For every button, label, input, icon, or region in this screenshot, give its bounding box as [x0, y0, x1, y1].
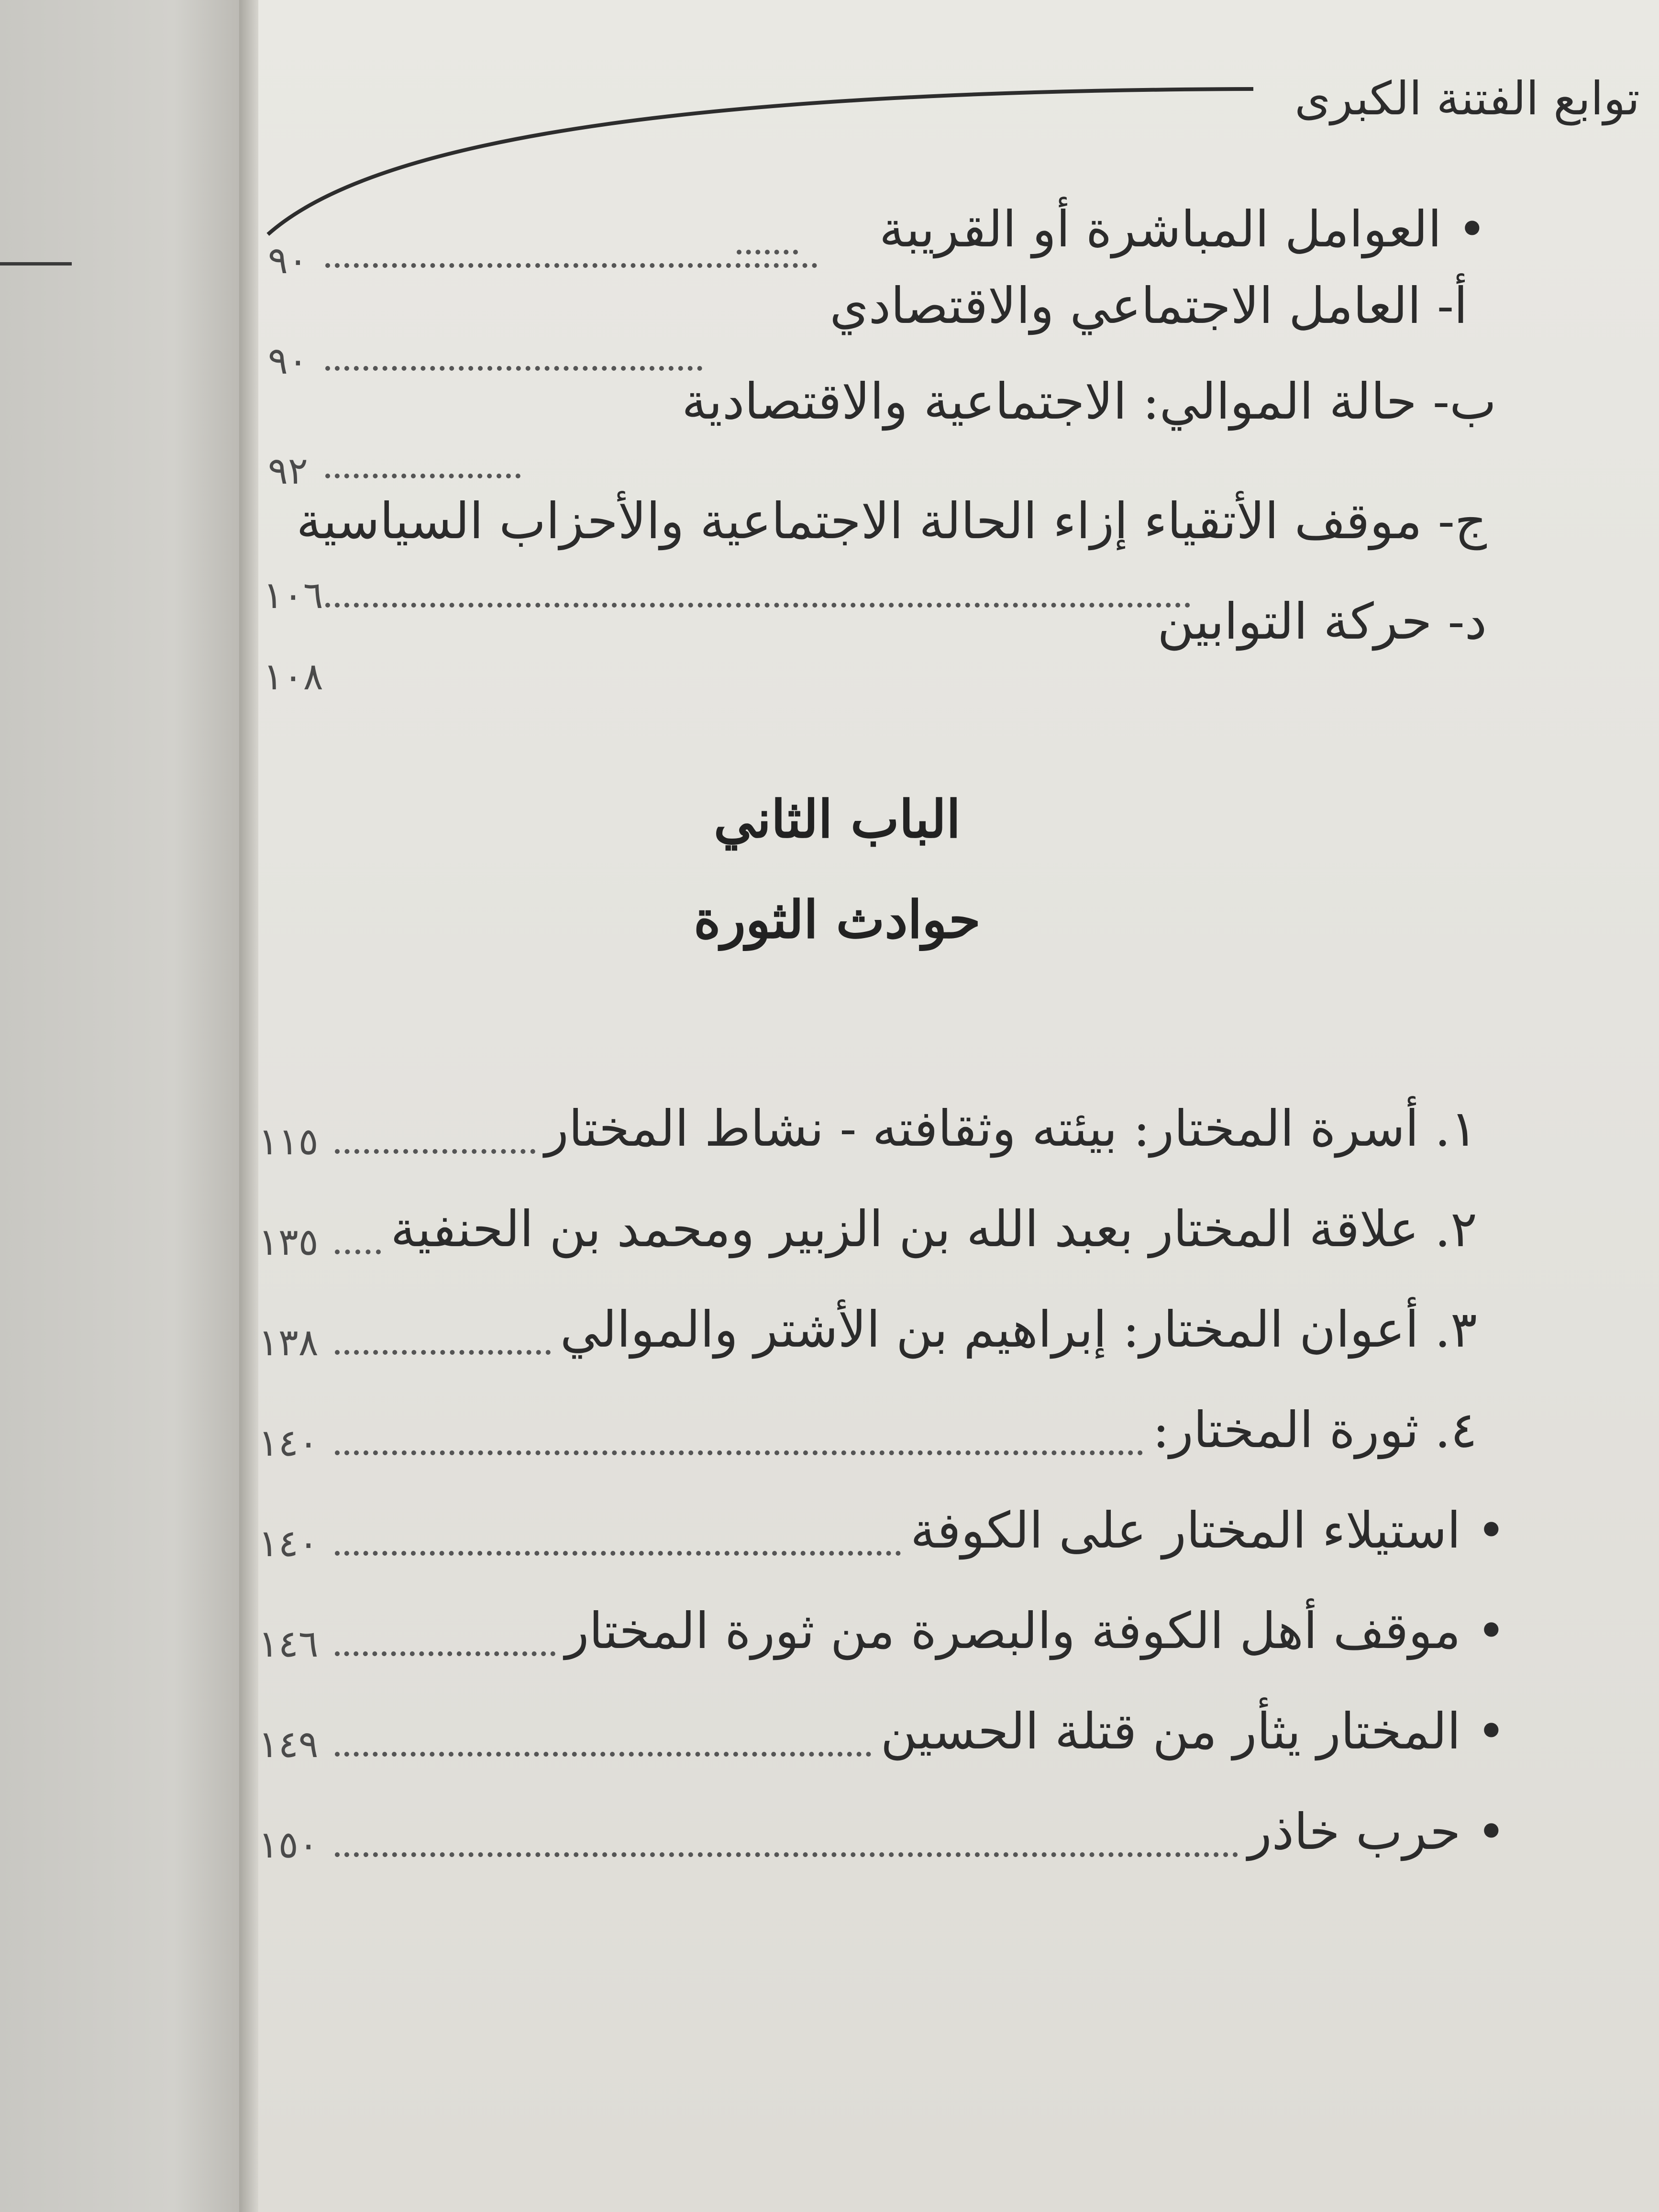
toc-entry: [258, 1100, 1525, 1177]
toc-entry-page: ١٤٠: [258, 1522, 319, 1565]
toc-leader-dots: [325, 474, 520, 478]
toc-leader-dots: [335, 1752, 871, 1757]
toc-entry-page: ٩٠: [268, 239, 308, 282]
toc-entry-page: ١٣٥: [258, 1221, 319, 1264]
toc-entry-label: • موقف أهل الكوفة والبصرة من ثورة المختار: [565, 1602, 1506, 1660]
toc-entry: [258, 340, 1525, 450]
toc-leader-dots: [335, 1250, 381, 1254]
toc-leader-dots: [335, 1149, 535, 1154]
toc-entry: [258, 655, 1525, 746]
toc-leader-dots: [335, 1852, 1238, 1857]
toc-entry-page: ١٤٠: [258, 1422, 319, 1465]
toc-entry-label: ب- حالة الموالي: الاجتماعية والاقتصادية: [682, 372, 1496, 431]
toc-entry-page: ١٣٨: [258, 1321, 319, 1364]
toc-leader-dots: [737, 250, 798, 254]
toc-entry-label: د- حركة التوابين: [1157, 592, 1487, 651]
toc-entry-label: • استيلاء المختار على الكوفة: [910, 1501, 1506, 1559]
toc-leader-dots: [335, 1651, 555, 1656]
toc-entry-label: أ- العامل الاجتماعي والاقتصادي: [830, 276, 1468, 335]
toc-entry-page: ١٤٦: [258, 1623, 319, 1666]
toc-entry-page: ٩٠: [268, 340, 308, 383]
toc-leader-dots: [325, 366, 702, 371]
toc-entry-page: ١٤٩: [258, 1723, 319, 1766]
toc-entry: [258, 1603, 1525, 1679]
toc-entry-page: ٩٢: [268, 450, 308, 493]
toc-entry: [258, 1402, 1525, 1478]
part-number-heading: الباب الثاني: [713, 789, 961, 850]
toc-leader-dots: [335, 1350, 551, 1355]
toc-entry: [258, 1803, 1525, 1880]
toc-leader-dots: [335, 1450, 1143, 1455]
toc-entry-label: ١. أسرة المختار: بيئته وثقافته - نشاط المختار: [544, 1099, 1477, 1158]
toc-entry: [258, 1301, 1525, 1378]
toc-leader-dots: [335, 1551, 901, 1556]
toc-entry-label: ج- موقف الأتقياء إزاء الحالة الاجتماعية والأحزاب السياسية: [296, 492, 1487, 550]
part-title-heading: حوادث الثورة: [694, 890, 981, 950]
toc-entry: [258, 239, 1525, 354]
toc-entry: [258, 1703, 1525, 1780]
toc-entry-label: • المختار يثأر من قتلة الحسين: [880, 1702, 1506, 1760]
facing-left-page: [0, 0, 249, 2212]
toc-entry-label: • حرب خاذر: [1248, 1803, 1506, 1861]
toc-entry-page: ١٥٠: [258, 1824, 319, 1867]
toc-entry-label: ٣. أعوان المختار: إبراهيم بن الأشتر والموالي: [560, 1300, 1477, 1359]
left-page-rule: [0, 262, 72, 265]
toc-entry: [258, 1201, 1525, 1277]
running-header-title: توابع الفتنة الكبرى: [1294, 72, 1640, 125]
toc-leader-dots: [325, 263, 817, 268]
toc-entry-label: ٤. ثورة المختار:: [1152, 1401, 1477, 1459]
toc-leader-dots: [325, 603, 1190, 608]
toc-entry: [258, 450, 1525, 569]
toc-entry-label: • العوامل المباشرة أو القريبة: [879, 200, 1487, 258]
toc-entry-page: ١١٥: [258, 1120, 319, 1163]
toc-entry: [258, 1502, 1525, 1579]
toc-entry-page: ١٠٨: [263, 655, 323, 698]
toc-entry-page: ١٠٦: [263, 574, 323, 617]
toc-entry: [258, 574, 1525, 670]
toc-entry-label: ٢. علاقة المختار بعبد الله بن الزبير ومحمد بن الحنفية: [390, 1200, 1477, 1258]
